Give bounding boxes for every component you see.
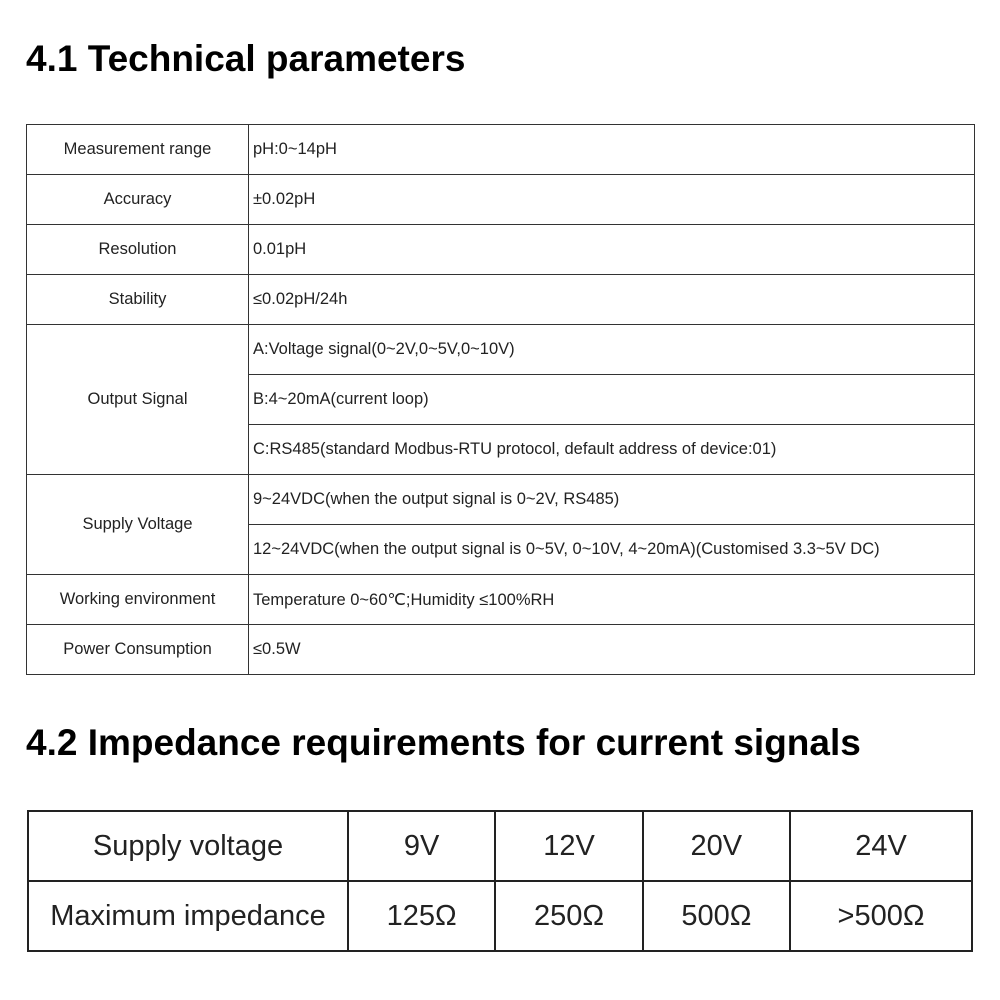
param-value: Temperature 0~60℃;Humidity ≤100%RH xyxy=(249,575,975,625)
param-label: Resolution xyxy=(27,225,249,275)
param-value: A:Voltage signal(0~2V,0~5V,0~10V) xyxy=(249,325,975,375)
param-value: ±0.02pH xyxy=(249,175,975,225)
table-row xyxy=(27,475,975,525)
impedance-cell: >500Ω xyxy=(790,881,972,951)
impedance-table xyxy=(27,810,973,952)
param-value: B:4~20mA(current loop) xyxy=(249,375,975,425)
param-label: Accuracy xyxy=(27,175,249,225)
param-label: Measurement range xyxy=(27,125,249,175)
table-row xyxy=(27,125,975,175)
param-value: 12~24VDC(when the output signal is 0~5V, 0~10V, 4~20mA)(Customised 3.3~5V DC) xyxy=(249,525,975,575)
table-row xyxy=(27,625,975,675)
voltage-cell: 24V xyxy=(790,811,972,881)
impedance-cell: 500Ω xyxy=(643,881,790,951)
supply-voltage-header: Supply voltage xyxy=(28,811,348,881)
voltage-cell: 12V xyxy=(495,811,642,881)
table-row xyxy=(28,811,972,881)
voltage-cell: 9V xyxy=(348,811,495,881)
section-title-technical-parameters: 4.1 Technical parameters xyxy=(26,38,466,79)
impedance-cell: 250Ω xyxy=(495,881,642,951)
param-label: Output Signal xyxy=(27,325,249,475)
impedance-cell: 125Ω xyxy=(348,881,495,951)
table-row xyxy=(27,175,975,225)
param-label: Power Consumption xyxy=(27,625,249,675)
param-label: Working environment xyxy=(27,575,249,625)
maximum-impedance-header: Maximum impedance xyxy=(28,881,348,951)
param-value: 0.01pH xyxy=(249,225,975,275)
table-row xyxy=(27,575,975,625)
table-row xyxy=(27,325,975,375)
param-label: Stability xyxy=(27,275,249,325)
param-label: Supply Voltage xyxy=(27,475,249,575)
table-row xyxy=(28,881,972,951)
section-title-impedance-requirements: 4.2 Impedance requirements for current signals xyxy=(26,722,861,763)
param-value: C:RS485(standard Modbus-RTU protocol, default address of device:01) xyxy=(249,425,975,475)
param-value: pH:0~14pH xyxy=(249,125,975,175)
technical-parameters-table xyxy=(26,124,975,675)
param-value: 9~24VDC(when the output signal is 0~2V, RS485) xyxy=(249,475,975,525)
voltage-cell: 20V xyxy=(643,811,790,881)
param-value: ≤0.5W xyxy=(249,625,975,675)
param-value: ≤0.02pH/24h xyxy=(249,275,975,325)
table-row xyxy=(27,225,975,275)
table-row xyxy=(27,275,975,325)
